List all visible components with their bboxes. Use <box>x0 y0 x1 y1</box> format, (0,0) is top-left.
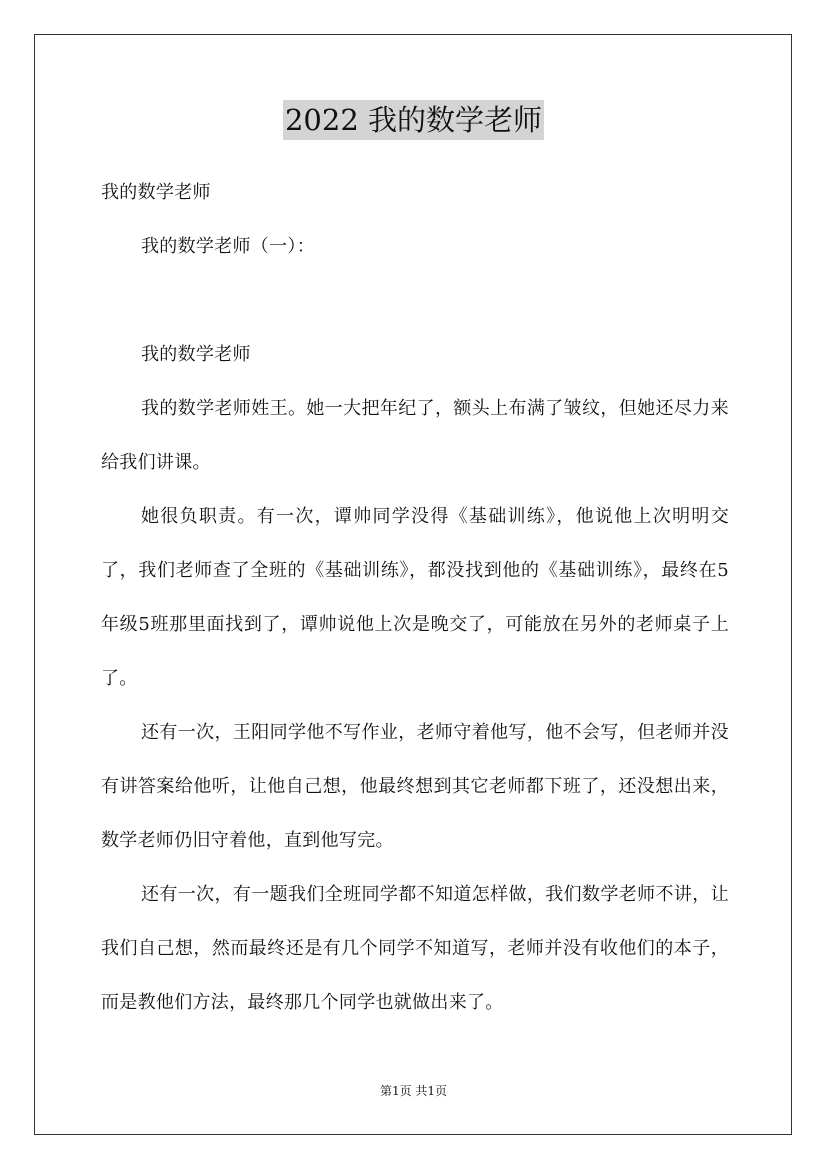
section-heading: 我的数学老师（一）： <box>141 236 315 257</box>
document-subtitle: 我的数学老师 <box>101 182 211 203</box>
paragraph-1: 我的数学老师姓王。她一大把年纪了，额头上布满了皱纹，但她还尽力来给我们讲课。 <box>101 398 729 473</box>
title-container <box>0 100 827 140</box>
paragraph-3: 还有一次，王阳同学他不写作业，老师守着他写，他不会写，但老师并没有讲答案给他听，让他自己想，他最终想到其它老师都下班了，还没想出来，数学老师仍旧守着他，直到他写完。 <box>101 722 729 851</box>
page-footer: 第1页 共1页 <box>379 1084 448 1098</box>
paragraph-2: 她很负职责。有一次，谭帅同学没得《基础训练》，他说他上次明明交了，我们老师查了全班的《基础训练》，都没找到他的《基础训练》，最终在5年级5班那里面找到了，谭帅说他上次是晚交了，可能放在另外的老师桌子上了。 <box>101 506 729 689</box>
document-title: 2022 我的数学老师 <box>283 100 544 140</box>
paragraph-4: 还有一次，有一题我们全班同学都不知道怎样做，我们数学老师不讲，让我们自己想，然而最终还是有几个同学不知道写，老师并没有收他们的本子，而是教他们方法，最终那几个同学也就做出来了。 <box>101 884 729 1013</box>
article-title: 我的数学老师 <box>141 344 251 365</box>
